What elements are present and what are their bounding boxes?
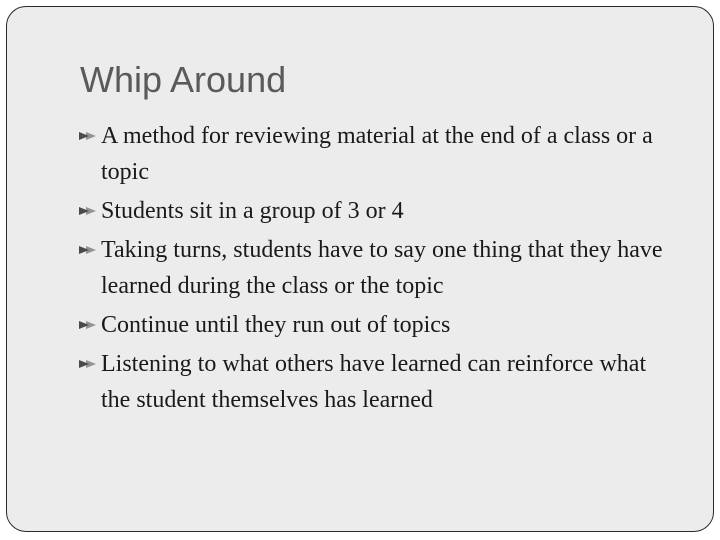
bullet-text: Continue until they run out of topics	[101, 312, 451, 338]
chevron-arrow-icon	[78, 130, 98, 142]
chevron-arrow-icon	[78, 205, 98, 217]
bullet-item	[76, 232, 676, 304]
bullet-item	[76, 118, 676, 190]
bullet-text: Students sit in a group of 3 or 4	[101, 198, 404, 224]
chevron-arrow-icon	[78, 244, 98, 256]
bullet-item	[76, 193, 676, 229]
bullet-list	[76, 118, 676, 421]
bullet-text: Listening to what others have learned can reinforce what the student themselves has learned	[101, 351, 647, 413]
bullet-text: A method for reviewing material at the end of a class or a topic	[101, 123, 653, 185]
slide-title: Whip Around	[80, 59, 287, 100]
chevron-arrow-icon	[78, 358, 98, 370]
chevron-arrow-icon	[78, 319, 98, 331]
bullet-text: Taking turns, students have to say one thing that they have learned during the class or the topic	[101, 237, 663, 299]
bullet-item	[76, 346, 676, 418]
bullet-item	[76, 307, 676, 343]
